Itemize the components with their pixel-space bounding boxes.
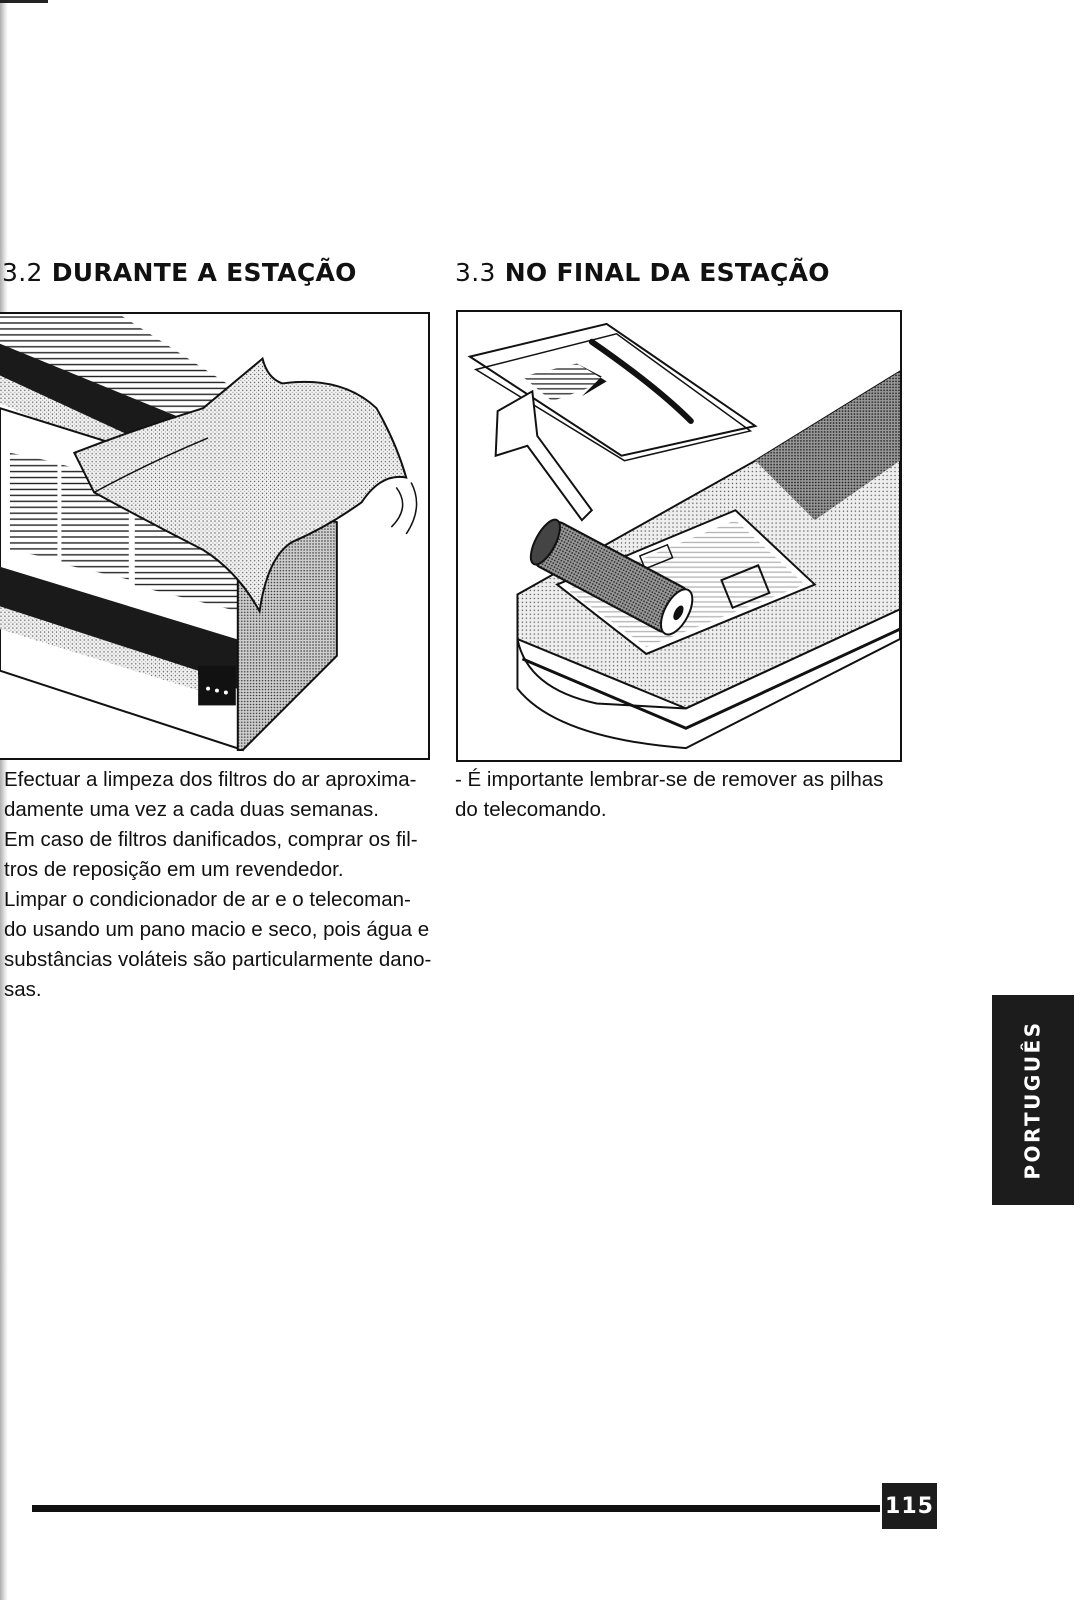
body-line: do usando um pano macio e seco, pois água e xyxy=(4,918,430,941)
section-number: 3.2 xyxy=(2,258,43,287)
body-line: Em caso de filtros danificados, comprar os fil- xyxy=(4,828,418,851)
page-number: 115 xyxy=(882,1483,937,1529)
section-body-final xyxy=(455,765,905,825)
body-line: do telecomando. xyxy=(455,798,607,821)
section-heading-durante xyxy=(2,258,357,287)
remote-control-battery-drawing xyxy=(458,312,900,760)
language-tab xyxy=(992,995,1074,1205)
body-line: damente uma vez a cada duas semanas. xyxy=(4,798,379,821)
section-heading-final xyxy=(455,258,830,287)
language-tab-label: PORTUGUÊS xyxy=(1021,1020,1045,1180)
illustration-remove-batteries xyxy=(456,310,902,762)
body-line: substâncias voláteis são particularmente dano- xyxy=(4,948,432,971)
air-conditioner-cloth-drawing xyxy=(0,314,428,758)
illustration-cleaning-air-conditioner xyxy=(0,312,430,760)
body-line: Limpar o condicionador de ar e o telecoman- xyxy=(4,888,411,911)
section-title: DURANTE A ESTAÇÃO xyxy=(51,258,357,287)
body-line: - É importante lembrar-se de remover as pilhas xyxy=(455,768,884,791)
body-line: Efectuar a limpeza dos filtros do ar aproxima- xyxy=(4,768,417,791)
section-title: NO FINAL DA ESTAÇÃO xyxy=(504,258,830,287)
body-line: tros de reposição em um revendedor. xyxy=(4,858,344,881)
crop-mark xyxy=(0,0,48,11)
body-line: sas. xyxy=(4,978,42,1001)
section-body-durante xyxy=(4,765,432,1005)
section-number: 3.3 xyxy=(455,258,496,287)
footer-rule xyxy=(32,1505,880,1512)
